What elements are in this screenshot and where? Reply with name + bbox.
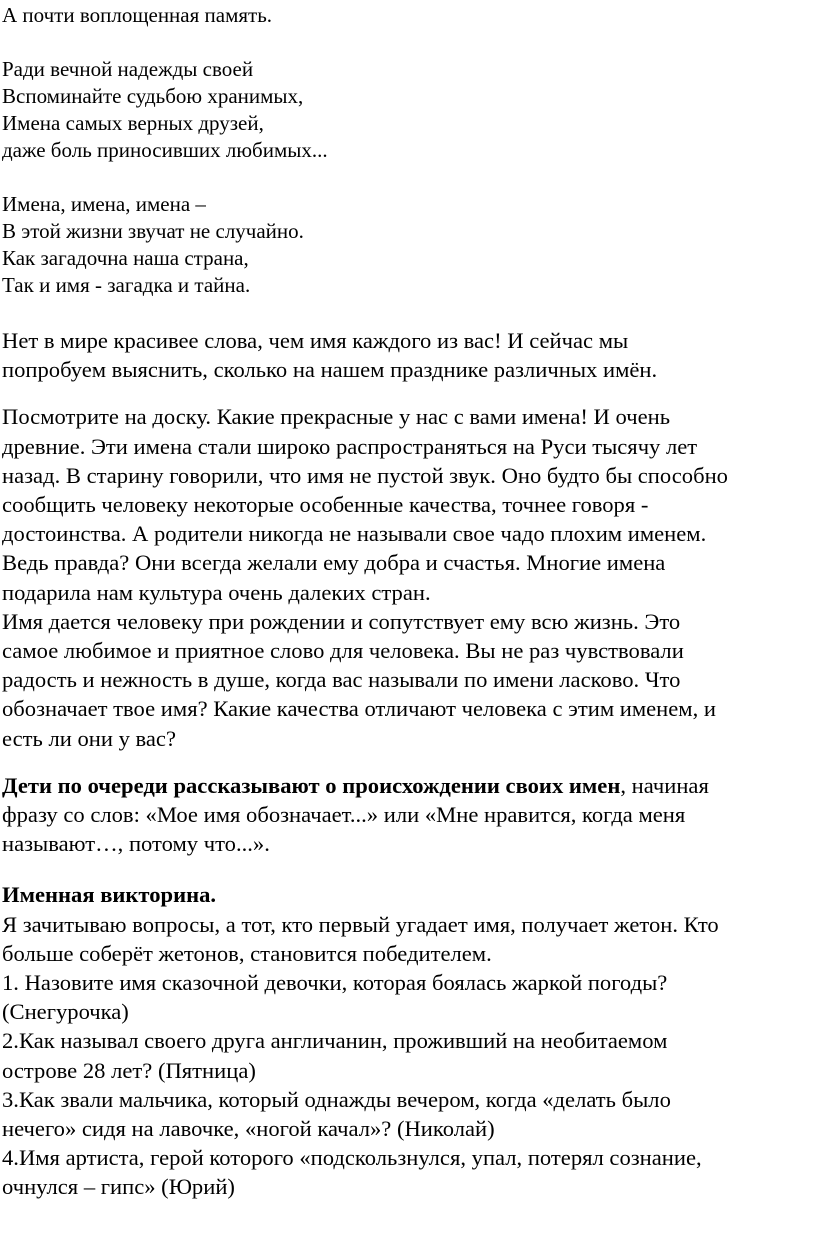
poem-line: Вспоминайте судьбою хранимых, <box>2 84 304 108</box>
paragraph-line <box>2 771 802 800</box>
paragraph-line: называют…, потому что...». <box>2 831 270 857</box>
paragraph-line: сообщить человеку некоторые особенные качества, точнее говоря - <box>2 492 649 518</box>
paragraph-line: самое любимое и приятное слово для человека. Вы не раз чувствовали <box>2 638 684 664</box>
quiz-question: 2.Как называл своего друга англичанин, проживший на необитаемом <box>2 1028 668 1054</box>
paragraph-line: назад. В старину говорили, что имя не пустой звук. Оно будто бы способно <box>2 462 728 488</box>
paragraph-line: есть ли они у вас? <box>2 725 176 751</box>
paragraph-line: Ведь правда? Они всегда желали ему добра и счастья. Многие имена <box>2 550 666 576</box>
paragraph-2 <box>2 402 802 752</box>
paragraph-line: Имя дается человеку при рождении и сопутствует ему всю жизнь. Это <box>2 608 681 634</box>
poem-stanza-2 <box>2 191 802 299</box>
spacer <box>2 164 802 191</box>
intro-line: А почти воплощенная память. <box>2 3 273 27</box>
quiz-question: 3.Как звали мальчика, который однажды вечером, когда «делать было <box>2 1086 671 1112</box>
paragraph-line: фразу со слов: «Мое имя обозначает...» или «Мне нравится, когда меня <box>2 802 686 828</box>
poem-line: В этой жизни звучат не случайно. <box>2 219 304 243</box>
spacer <box>2 29 802 56</box>
bold-lead-text: Дети по очереди рассказывают о происхождении своих имен <box>2 772 621 798</box>
paragraph-3 <box>2 771 802 859</box>
poem-line: Ради вечной надежды своей <box>2 57 254 81</box>
paragraph-line: подарила нам культура очень далеких стран. <box>2 579 431 605</box>
quiz-line: больше соберёт жетонов, становится победителем. <box>2 940 492 966</box>
poem-line: Имена, имена, имена – <box>2 192 206 216</box>
paragraph-1 <box>2 326 802 384</box>
spacer <box>2 299 802 326</box>
paragraph-line: Нет в мире красивее слова, чем имя каждого из вас! И сейчас мы <box>2 328 629 353</box>
paragraph-line: Посмотрите на доску. Какие прекрасные у нас с вами имена! И очень <box>2 404 670 430</box>
poem-line: даже боль приносивших любимых... <box>2 138 328 162</box>
poem-line: Как загадочна наша страна, <box>2 246 249 270</box>
poem-line: Так и имя - загадка и тайна. <box>2 273 251 297</box>
paragraph-line: попробуем выяснить, сколько на нашем празднике различных имён. <box>2 357 658 383</box>
quiz-answer: (Снегурочка) <box>2 999 129 1025</box>
spacer <box>2 753 802 771</box>
quiz-answer: очнулся – гипс» (Юрий) <box>2 1174 235 1200</box>
quiz-line: Я зачитываю вопросы, а тот, кто первый угадает имя, получает жетон. Кто <box>2 911 719 937</box>
quiz-heading-text: Именная викторина. <box>2 882 217 908</box>
paragraph-line: обозначает твое имя? Какие качества отличают человека с этим именем, и <box>2 696 716 722</box>
lead-continuation: , начиная <box>620 772 709 798</box>
quiz-question: 1. Назовите имя сказочной девочки, которая боялась жаркой погоды? <box>2 970 668 996</box>
quiz-answer: острове 28 лет? (Пятница) <box>2 1057 256 1083</box>
spacer <box>2 384 802 402</box>
quiz-heading <box>2 880 802 909</box>
poem-stanza-1 <box>2 56 802 164</box>
paragraph-line: достоинства. А родители никогда не называли свое чадо плохим именем. <box>2 521 707 547</box>
paragraph-line: древние. Эти имена стали широко распространяться на Руси тысячу лет <box>2 433 698 459</box>
quiz-answer: нечего» сидя на лавочке, «ногой качал»? (Николай) <box>2 1116 495 1142</box>
poem-line: Имена самых верных друзей, <box>2 111 264 135</box>
spacer <box>2 858 802 880</box>
quiz-section <box>2 880 802 1201</box>
paragraph-line: радость и нежность в душе, когда вас называли по имени ласково. Что <box>2 667 681 693</box>
quiz-question: 4.Имя артиста, герой которого «подскользнулся, упал, потерял сознание, <box>2 1145 702 1171</box>
